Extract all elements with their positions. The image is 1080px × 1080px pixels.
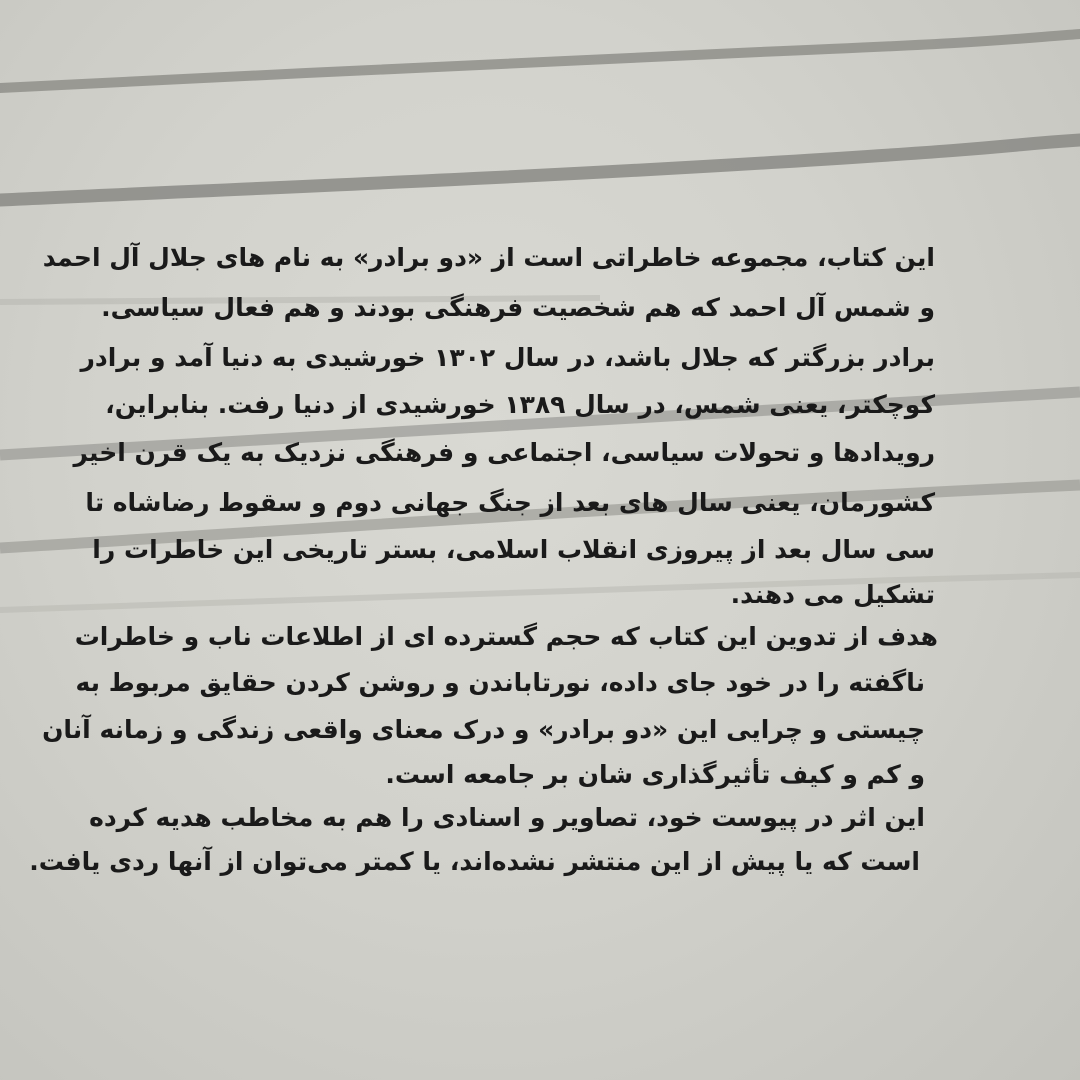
- paragraph-2: هدف از تدوین این کتاب که حجم گسترده ای از اطلاعات ناب و خاطرات ناگفته را در خود جای داده، نورتاباندن و روشن کردن حقایق مربوط به چیستی و چرایی این «دو برادر» و درک معنای واقعی زندگی و زمانه آنان و کم و کیف تأثیرگذاری شان بر جامعه است.: [42, 622, 938, 789]
- paragraph-1: این کتاب، مجموعه خاطراتی است از «دو برادر» به نام های جلال آل احمد و شمس آل احمد که هم شخصیت فرهنگی بودند و هم فعال سیاسی. برادر بزرگتر که جلال باشد، در سال ۱۳۰۲ خورشیدی به دنیا آمد و برادر کوچکتر، یعنی شمس، در سال ۱۳۸۹ خورشیدی از دنیا رفت. بنابراین، رویدادها و تحولات سیاسی، اجتماعی و فرهنگی نزدیک به یک قرن اخیر کشورمان، یعنی سال های بعد از جنگ جهانی دوم و سقوط رضاشاه تا سی سال بعد از پیروزی انقلاب اسلامی، بستر تاریخی این خاطرات را تشکیل می دهند.: [42, 243, 935, 609]
- paragraph-3: این اثر در پیوست خود، تصاویر و اسنادی را هم به مخاطب هدیه کرده است که یا پیش از این منتشر نشده‌اند، یا کمتر می‌توان از آنها ردی یافت.: [29, 803, 925, 876]
